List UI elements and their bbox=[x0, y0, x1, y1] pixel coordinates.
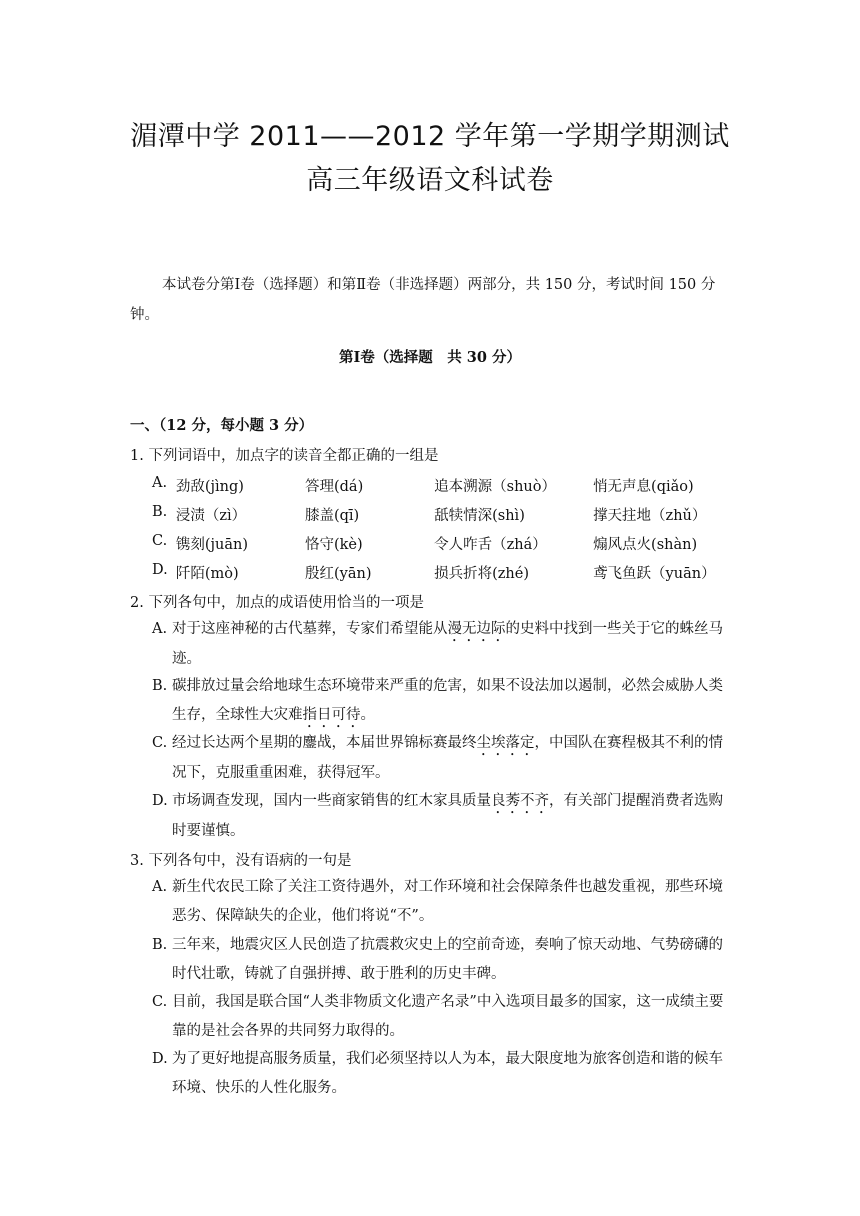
dotted-idiom: 尘埃落定 bbox=[476, 735, 535, 751]
question-3-option-c bbox=[152, 988, 732, 1046]
option-item: 答理(dá) bbox=[304, 479, 364, 495]
option-item: 恪守(kè) bbox=[304, 537, 363, 553]
question-2-option-d bbox=[152, 787, 732, 846]
option-item: 阡陌(mò) bbox=[175, 566, 239, 582]
option-item: 损兵折将(zhé) bbox=[434, 566, 529, 582]
part-title: 第Ⅰ卷（选择题 共 30 分） bbox=[338, 349, 522, 366]
dotted-idiom: 良莠不齐 bbox=[491, 793, 549, 809]
option-item: 令人咋舌（zhá） bbox=[434, 537, 547, 553]
option-text: 市场调查发现，国内一些商家销售的红木家具质量 bbox=[172, 793, 491, 809]
question-3-option-b bbox=[152, 931, 732, 989]
question-3-stem: 3. 下列各句中，没有语病的一句是 bbox=[130, 853, 352, 869]
option-item: 追本溯源（shuò） bbox=[434, 479, 556, 495]
option-text: ，中国队在赛程极其不利的情况下，克服重重困难，获得冠军。 bbox=[172, 735, 723, 781]
option-item: 舐犊情深(shì) bbox=[434, 508, 525, 524]
option-item: 撑天拄地（zhǔ） bbox=[593, 508, 707, 524]
exam-title-line2: 高三年级语文科试卷 bbox=[306, 165, 554, 196]
option-text: 碳排放过量会给地球生态环境带来严重的危害，如果不设法加以遏制，必然会威胁人类生存，全球性大灾难 bbox=[172, 678, 723, 723]
question-1-option-d bbox=[152, 562, 752, 583]
option-label: A. bbox=[152, 879, 168, 895]
option-text: 三年来，地震灾区人民创造了抗震救灾史上的空前奇迹，奏响了惊天动地、气势磅礴的时代壮歌，铸就了自强拼搏、敢于胜利的历史丰碑。 bbox=[172, 937, 723, 982]
option-label: B. bbox=[152, 937, 168, 953]
option-item: 镌刻(juān) bbox=[175, 537, 248, 553]
question-3-option-d bbox=[152, 1045, 732, 1103]
option-label: D. bbox=[152, 562, 168, 578]
option-label: B. bbox=[152, 504, 168, 520]
option-item: 煽风点火(shàn) bbox=[593, 537, 698, 553]
option-item: 膝盖(qī) bbox=[304, 508, 360, 524]
option-text: 经过长达两个星期的鏖战，本届世界锦标赛最终 bbox=[172, 735, 477, 751]
option-text: 。 bbox=[360, 707, 375, 723]
question-1-option-c bbox=[152, 533, 752, 554]
option-label: B. bbox=[152, 678, 168, 694]
option-item: 劲敌(jìng) bbox=[175, 479, 244, 495]
option-text: ，有关部门提醒消费者选购时要谨慎。 bbox=[172, 793, 723, 839]
question-2-stem: 2. 下列各句中，加点的成语使用恰当的一项是 bbox=[130, 595, 424, 611]
exam-title-line1: 湄潭中学 2011——2012 学年第一学期学期测试 bbox=[130, 121, 730, 152]
option-item: 鸢飞鱼跃（yuān） bbox=[593, 566, 716, 582]
option-item: 悄无声息(qiǎo) bbox=[593, 479, 694, 495]
question-3-option-a bbox=[152, 873, 732, 931]
option-label: D. bbox=[152, 1051, 168, 1067]
question-2-option-a bbox=[152, 615, 732, 674]
option-item: 浸渍（zì） bbox=[175, 508, 247, 524]
option-label: C. bbox=[152, 735, 168, 751]
section-title: 一、（12 分，每小题 3 分） bbox=[130, 417, 314, 434]
exam-intro: 本试卷分第Ⅰ卷（选择题）和第Ⅱ卷（非选择题）两部分，共 150 分，考试时间 150 分钟。 bbox=[130, 277, 716, 323]
option-text: 的史料中找到一些关于它的蛛丝马迹。 bbox=[172, 621, 723, 667]
question-2-option-b bbox=[152, 672, 732, 731]
dotted-idiom: 指日可待 bbox=[302, 707, 361, 723]
option-text: 新生代农民工除了关注工资待遇外，对工作环境和社会保障条件也越发重视，那些环境恶劣、保障缺失的企业，他们将说“不”。 bbox=[172, 879, 723, 924]
question-1-option-b bbox=[152, 504, 752, 525]
option-text: 目前，我国是联合国“人类非物质文化遗产名录”中入选项目最多的国家，这一成绩主要靠的是社会各界的共同努力取得的。 bbox=[172, 994, 724, 1039]
option-text: 为了更好地提高服务质量，我们必须坚持以人为本，最大限度地为旅客创造和谐的候车环境、快乐的人性化服务。 bbox=[172, 1051, 723, 1096]
question-1-stem: 1. 下列词语中，加点字的读音全都正确的一组是 bbox=[130, 448, 439, 464]
option-label: A. bbox=[152, 475, 168, 491]
option-label: C. bbox=[152, 533, 168, 549]
question-1-option-a bbox=[152, 475, 752, 496]
option-label: C. bbox=[152, 994, 168, 1010]
option-label: A. bbox=[152, 621, 168, 637]
dotted-idiom: 漫无边际 bbox=[447, 621, 506, 637]
question-2-option-c bbox=[152, 729, 732, 788]
option-item: 殷红(yān) bbox=[304, 566, 372, 582]
option-label: D. bbox=[152, 793, 168, 809]
option-text: 对于这座神秘的古代墓葬，专家们希望能从 bbox=[172, 621, 448, 637]
